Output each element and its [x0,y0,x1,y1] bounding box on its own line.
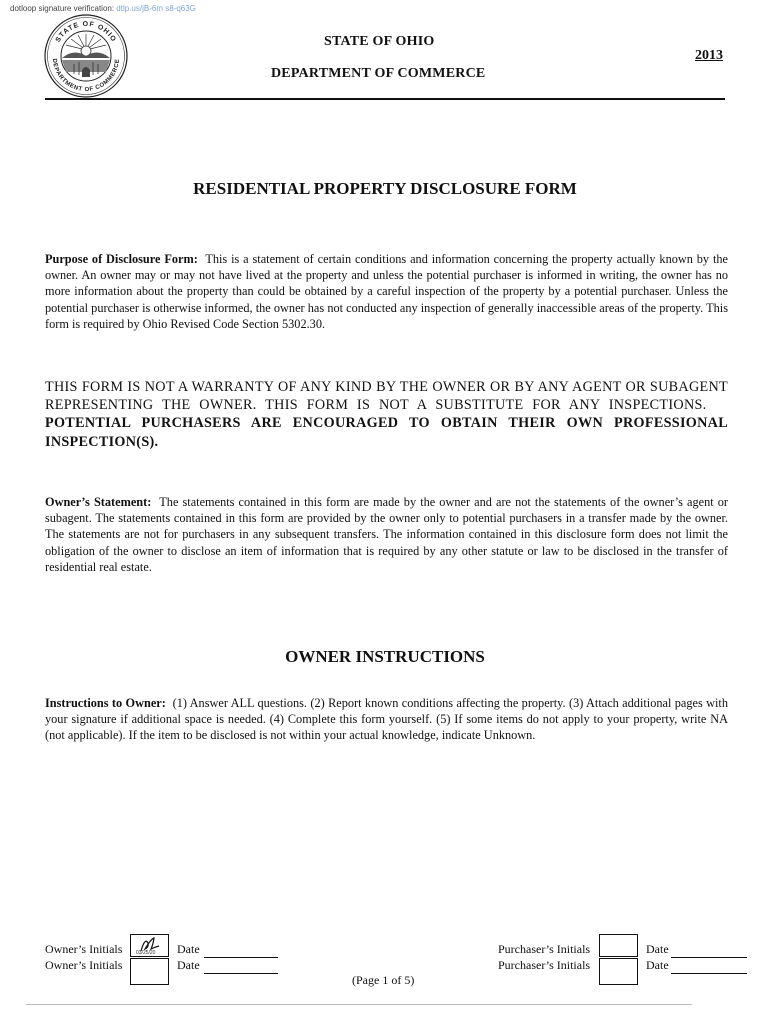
purpose-text: This is a statement of certain conditions and information concerning the property actually known by the owner. An owner may or may not have lived at the property and unless the potential purchaser is informed in writing, the owner has no more information about the property than could be obtained by a careful inspection of the property by a potential purchaser. Unless the potential purchaser is otherwise informed, the owner has not conducted any inspection of generally inaccessible areas of the property. This form is required by Ohio Revised Code Section 5302.30. [45,252,728,331]
purpose-label: Purpose of Disclosure Form: [45,252,198,266]
signature-verification [10,4,196,13]
seal-text-bottom: DEPARTMENT OF COMMERCE [50,58,122,94]
page-number: (Page 1 of 5) [352,973,415,987]
purchaser-date-label-1: Date [646,942,669,956]
purpose-paragraph [45,251,728,332]
form-year: 2013 [695,48,723,63]
instructions-text: (1) Answer ALL questions. (2) Report known conditions affecting the property. (3) Attach additional pages with your signature if additional space is needed. (4) Complete this form yourself. (5) If some items do not apply to your property, write NA (not applicable). If the item to be disclosed is not within your actual knowledge, indicate Unknown. [45,696,728,743]
purchaser-date-line-2[interactable] [671,973,747,974]
owners-statement-text: The statements contained in this form are made by the owner and are not the statements of the owner’s agent or subagent. The statements contained in this form are provided by the owner only to potential purchasers in a transfer made by the owner. The statements are not for purchasers in any subsequent transfers. The information contained in this disclosure form does not limit the obligation of the owner to disclose an item of information that is required by any other statute or law to be disclosed in the transfer of residential real estate. [45,495,728,574]
purchaser-date-line-1[interactable] [671,957,747,958]
owner-instructions-heading: OWNER INSTRUCTIONS [285,647,485,666]
purchaser-initials-label-1: Purchaser’s Initials [498,942,591,956]
ohio-commerce-seal [44,14,128,98]
warning-text: THIS FORM IS NOT A WARRANTY OF ANY KIND BY THE OWNER OR BY ANY AGENT OR SUBAGENT REPRESENTING THE OWNER. THIS FORM IS NOT A SUBSTITUTE FOR ANY INSPECTIONS. [45,379,728,414]
purchaser-date-label-2: Date [646,958,669,972]
verification-label: dotloop signature verification: [10,4,115,13]
form-title: RESIDENTIAL PROPERTY DISCLOSURE FORM [193,179,577,198]
department-heading: DEPARTMENT OF COMMERCE [271,66,486,81]
instructions-paragraph [45,695,728,744]
seal-text-top: STATE OF OHIO [54,20,118,44]
purchaser-initials-box-2[interactable] [599,958,638,985]
owner-initials-box-2[interactable] [130,958,169,985]
owner-initials-stamp-date: 03/25/20 [136,950,156,956]
owner-initials-box-1[interactable] [130,934,169,957]
warranty-warning [45,378,728,451]
header-rule [45,98,725,100]
footer-rule [26,1004,692,1005]
owner-initials-label-2: Owner’s Initials [45,958,123,972]
verification-code[interactable]: dtlp.us/jB-6m s8-q63G [116,4,196,13]
owner-initials-label-1: Owner’s Initials [45,942,123,956]
warning-bold-text: POTENTIAL PURCHASERS ARE ENCOURAGED TO OBTAIN THEIR OWN PROFESSIONAL INSPECTION(S). [45,415,728,450]
owner-date-line-2[interactable] [204,973,278,974]
owner-date-label-1: Date [177,942,200,956]
instructions-label: Instructions to Owner: [45,696,166,710]
owners-statement-label: Owner’s Statement: [45,495,152,509]
owner-date-label-2: Date [177,958,200,972]
state-heading: STATE OF OHIO [324,34,435,49]
purchaser-initials-box-1[interactable] [599,934,638,957]
purchaser-initials-label-2: Purchaser’s Initials [498,958,591,972]
owners-statement-paragraph [45,494,728,575]
owner-date-line-1[interactable] [204,957,278,958]
